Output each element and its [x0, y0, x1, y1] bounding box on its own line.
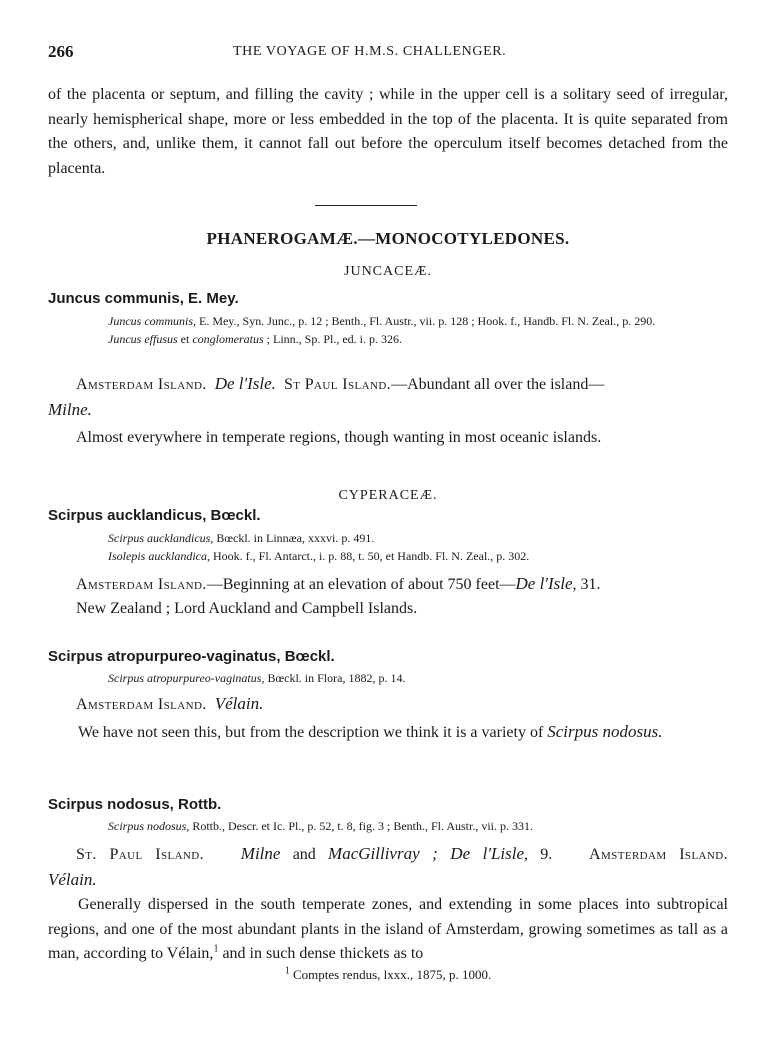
collector-velain: Vélain. — [214, 694, 264, 713]
distribution-text-cont: and in such dense thickets as to — [218, 945, 424, 962]
species-scirpus-aucklandicus: Scirpus aucklandicus, Bœckl. — [48, 507, 261, 524]
distribution-text: Generally dispersed in the south temperate zones, and extending in some places into subtropical regions, and one of the most abundant plants in the island of Amsterdam, growing sometimes as tall as a man, according to Vélain, — [48, 896, 728, 962]
locality-note: —Beginning at an elevation of about 750 feet— — [206, 576, 516, 593]
synonym-name: Juncus effusus — [108, 332, 178, 346]
synonym-name: Juncus communis — [108, 314, 193, 328]
collector-macgillivray-delisle: MacGillivray ; De l'Lisle — [328, 844, 525, 863]
synonym-name: Isolepis aucklandica — [108, 549, 207, 563]
distribution-aucklandicus: New Zealand ; Lord Auckland and Campbell Islands. — [76, 600, 418, 617]
page-number: 266 — [48, 42, 74, 61]
locality-amsterdam: Amsterdam Island. — [76, 696, 207, 713]
synonym-connector: et — [177, 332, 193, 346]
synonymy-nodosus — [108, 818, 728, 835]
synonymy-juncus — [108, 313, 728, 348]
synonym-line — [108, 818, 728, 835]
footnote-marker: 1 — [284, 965, 290, 977]
collector-number: , 9. — [524, 846, 553, 863]
species-juncus-communis: Juncus communis, E. Mey. — [48, 290, 239, 307]
locality-amsterdam: Amsterdam Island. — [76, 576, 207, 593]
locality-st-paul: St. Paul Island. — [76, 846, 205, 863]
note-text: We have not seen this, but from the description we think it is a variety of — [78, 724, 548, 741]
page-header — [48, 42, 728, 66]
synonym-line — [108, 530, 728, 547]
synonymy-atropurpureo — [108, 670, 728, 687]
collector-milne: Milne — [240, 844, 281, 863]
distribution-nodosus — [48, 893, 728, 967]
collector-delisle: De l'Isle. — [214, 374, 276, 393]
section-divider — [315, 205, 417, 206]
collector-number: , 31. — [572, 576, 601, 593]
synonym-reference: ; Linn., Sp. Pl., ed. i. p. 326. — [263, 332, 402, 346]
footnote-text: Comptes rendus, lxxx., 1875, p. 1000. — [289, 967, 492, 982]
synonym-line — [108, 548, 728, 565]
species-scirpus-nodosus: Scirpus nodosus, Rottb. — [48, 796, 222, 813]
locality-atropurpureo — [48, 692, 728, 718]
synonym-reference: , Hook. f., Fl. Antarct., i. p. 88, t. 50, et Handb. Fl. N. Zeal., p. 302. — [206, 549, 530, 563]
synonym-reference: , Rottb., Descr. et Ic. Pl., p. 52, t. 8, fig. 3 ; Benth., Fl. Austr., vii. p. 331. — [186, 819, 534, 833]
synonym-line — [108, 313, 728, 330]
locality-amsterdam: Amsterdam Island. — [589, 846, 728, 863]
footnote-ref: 1 — [213, 943, 219, 955]
family-heading-cyperaceae: CYPERACEÆ. — [338, 488, 438, 503]
family-heading-juncaceae: JUNCACEÆ. — [344, 264, 432, 279]
locality-amsterdam: Amsterdam Island. — [76, 376, 207, 393]
locality-juncus — [48, 372, 728, 422]
section-title: PHANEROGAMÆ.—MONOCOTYLEDONES. — [206, 229, 570, 248]
synonym-line — [108, 670, 728, 687]
synonym-name: Scirpus nodosus — [108, 819, 187, 833]
collector-velain: Vélain. — [48, 869, 97, 889]
distribution-juncus: Almost everywhere in temperate regions, though wanting in most oceanic islands. — [76, 429, 602, 446]
synonym-name: Scirpus aucklandicus — [108, 531, 211, 545]
collector-milne: Milne. — [48, 399, 92, 419]
intro-paragraph: of the placenta or septum, and filling the cavity ; while in the upper cell is a solitary seed of irregular, nearly hemispherical shape, more or less embedded in the top of the placenta. It is quite separated from the others, and, unlike them, it cannot fall out before the operculum itself becomes detached from the placenta. — [48, 86, 728, 177]
note-taxon: Scirpus nodosus. — [547, 722, 663, 741]
locality-aucklandicus — [48, 572, 728, 598]
synonym-line — [108, 331, 728, 348]
connector: and — [280, 846, 329, 863]
synonymy-aucklandicus — [108, 530, 728, 565]
synonym-name: conglomeratus — [192, 332, 264, 346]
running-head: THE VOYAGE OF H.M.S. CHALLENGER. — [233, 44, 507, 59]
note-atropurpureo — [48, 720, 728, 746]
collector-delisle: De l'Isle — [515, 574, 573, 593]
synonym-reference: , Bœckl. in Flora, 1882, p. 14. — [261, 671, 406, 685]
locality-st-paul: St Paul Island. — [283, 376, 392, 393]
locality-note: —Abundant all over the island— — [391, 376, 605, 393]
locality-nodosus — [48, 842, 728, 892]
species-scirpus-atropurpureo-vaginatus: Scirpus atropurpureo-vaginatus, Bœckl. — [48, 648, 335, 665]
synonym-reference: , Bœckl. in Linnæa, xxxvi. p. 491. — [210, 531, 375, 545]
synonym-reference: , E. Mey., Syn. Junc., p. 12 ; Benth., Fl. Austr., vii. p. 128 ; Hook. f., Handb. Fl. N. Zeal., p. 290. — [192, 314, 656, 328]
synonym-name: Scirpus atropurpureo-vaginatus — [108, 671, 262, 685]
footnote — [0, 967, 776, 983]
